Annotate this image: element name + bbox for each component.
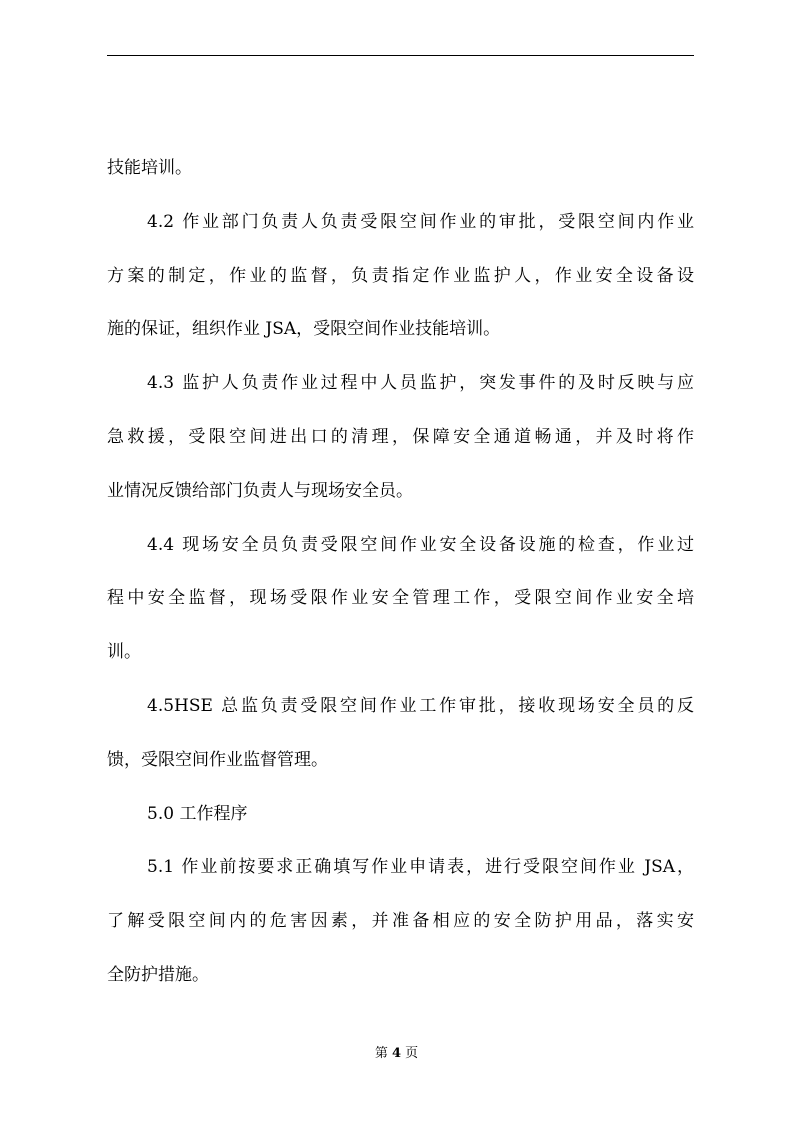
- text-line: 程中安全监督，现场受限作业安全管理工作，受限空间作业安全培: [107, 588, 694, 609]
- text-line: 技能培训。: [107, 158, 192, 178]
- page-number: 4: [391, 1046, 402, 1061]
- text-line: 4.2 作业部门负责人负责受限空间作业的审批，受限空间内作业: [147, 211, 694, 232]
- text-line: 4.4 现场安全员负责受限空间作业安全设备设施的检查，作业过: [147, 534, 694, 555]
- text-line: 急救援，受限空间进出口的清理，保障安全通道畅通，并及时将作: [107, 427, 694, 447]
- footer-suffix: 页: [405, 1046, 419, 1061]
- text-line: 5.1 作业前按要求正确填写作业申请表，进行受限空间作业 JSA，: [147, 857, 694, 878]
- text-line: 施的保证，组织作业 JSA，受限空间作业技能培训。: [107, 319, 501, 340]
- text-line: 方案的制定，作业的监督，负责指定作业监护人，作业安全设备设: [107, 265, 694, 286]
- text-line: 5.0 工作程序: [147, 803, 248, 824]
- text-line: 训。: [107, 642, 141, 663]
- text-line: 4.3 监护人负责作业过程中人员监护，突发事件的及时反映与应: [147, 373, 694, 394]
- text-line: 业情况反馈给部门负责人与现场安全员。: [107, 480, 413, 501]
- text-line: 了解受限空间内的危害因素，并准备相应的安全防护用品，落实安: [107, 911, 694, 932]
- header-rule: [107, 55, 694, 56]
- text-line: 馈，受限空间作业监督管理。: [107, 749, 328, 770]
- footer-prefix: 第: [374, 1046, 388, 1061]
- text-line: 全防护措施。: [107, 965, 209, 985]
- text-line: 4.5HSE 总监负责受限空间作业工作审批，接收现场安全员的反: [147, 696, 694, 716]
- page-footer: [0, 1042, 793, 1061]
